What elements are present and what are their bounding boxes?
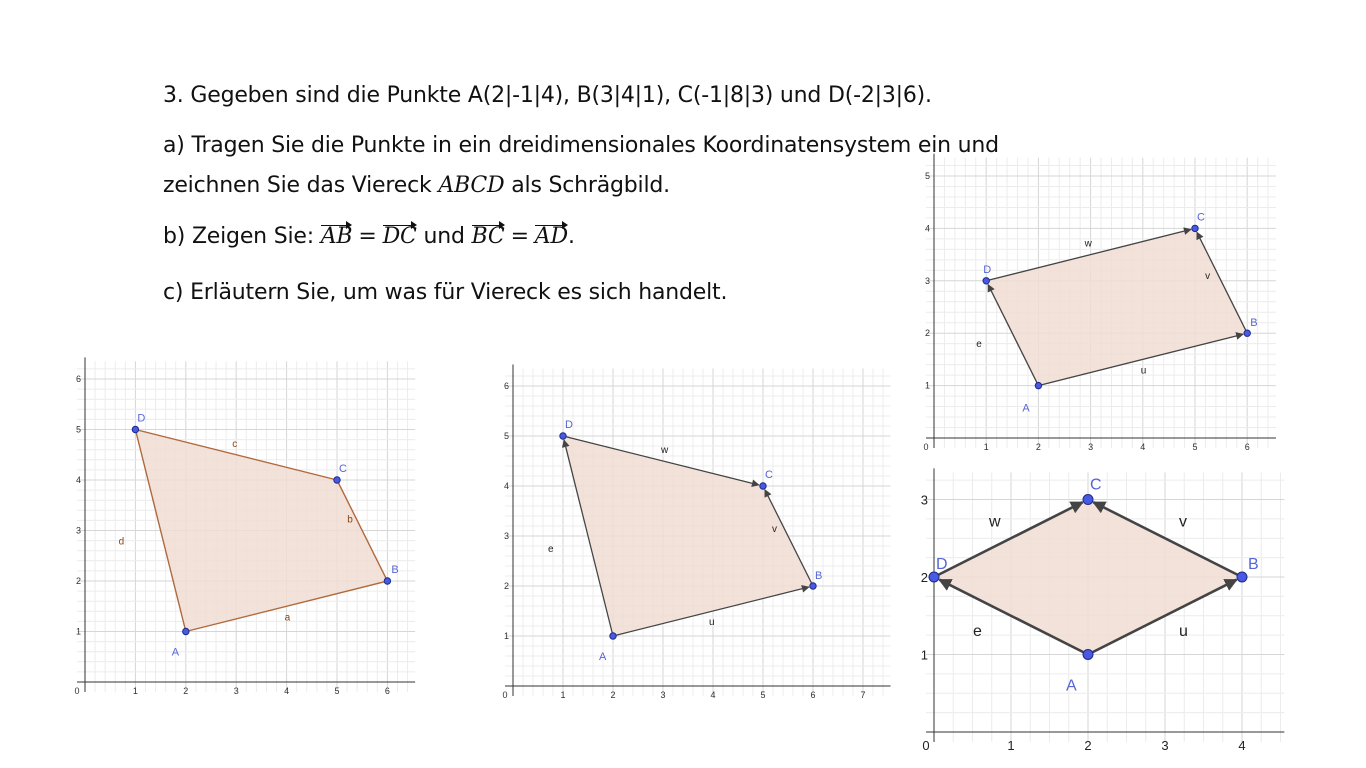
x-tick-label: 4 — [284, 686, 290, 696]
x-tick-label: 1 — [560, 690, 566, 700]
edge-label-e: e — [976, 339, 982, 351]
y-tick-label: 2 — [920, 570, 928, 585]
point-label-C: C — [1090, 476, 1102, 494]
y-tick-label: 5 — [75, 424, 81, 435]
y-tick-label: 6 — [75, 374, 81, 384]
y-tick-label: 6 — [503, 381, 509, 391]
point-D — [983, 278, 989, 284]
y-tick-label: 3 — [75, 525, 81, 536]
point-label-A: A — [171, 646, 180, 659]
point-label-C: C — [765, 469, 773, 481]
point-C — [760, 483, 766, 489]
y-tick-label: 2 — [503, 581, 509, 591]
point-label-C: C — [339, 463, 347, 475]
quadrilateral-fill — [986, 228, 1247, 385]
point-B — [384, 578, 390, 584]
vector-ab: AB — [320, 224, 353, 249]
edge-label-u: u — [1179, 622, 1188, 640]
point-A — [610, 633, 616, 639]
vector-ad: AD — [534, 224, 568, 249]
edge-label-e: e — [548, 544, 554, 555]
y-tick-label: 1 — [924, 380, 930, 391]
point-A — [183, 628, 189, 634]
point-label-B: B — [815, 570, 823, 582]
x-tick-label: 5 — [760, 690, 766, 700]
point-B — [1237, 572, 1247, 582]
point-A — [1035, 382, 1041, 388]
y-tick-label: 5 — [503, 431, 509, 441]
x-tick-label: 6 — [384, 686, 390, 696]
x-tick-label: 1 — [983, 442, 989, 452]
point-label-D: D — [936, 556, 948, 573]
x-tick-label: 2 — [1084, 738, 1092, 753]
edge-label-u: u — [1140, 365, 1147, 377]
point-A — [1083, 650, 1093, 660]
edge-label-v: v — [1205, 270, 1211, 282]
point-D — [929, 572, 939, 582]
task-title: 3. Gegeben sind die Punkte A(2|-1|4), B(3|4|1), C(-1|8|3) und D(-2|3|6). — [163, 83, 932, 108]
y-tick-label: 4 — [75, 475, 81, 485]
x-tick-label: 4 — [1238, 738, 1246, 753]
graph-rhombus — [912, 458, 1280, 753]
edge-label-w: w — [1084, 238, 1092, 250]
quad-name: ABCD — [438, 173, 505, 198]
point-C — [334, 477, 340, 483]
point-C — [1192, 225, 1198, 231]
vector-bc: BC — [471, 224, 505, 249]
x-tick-label: 1 — [1007, 738, 1015, 753]
y-tick-label: 2 — [75, 576, 81, 586]
x-tick-label: 3 — [1161, 738, 1169, 753]
x-tick-label: 5 — [1192, 442, 1198, 452]
point-label-A: A — [1022, 402, 1030, 415]
x-tick-label: 3 — [233, 686, 239, 696]
y-tick-label: 4 — [924, 223, 930, 234]
point-D — [560, 433, 566, 439]
y-tick-label: 2 — [924, 328, 930, 339]
graph-parallelogram — [918, 168, 1280, 454]
edge-label-v: v — [1179, 513, 1187, 531]
y-tick-label: 1 — [503, 631, 509, 641]
part-c-line: c) Erläutern Sie, um was für Viereck es sich handelt. — [163, 280, 728, 305]
x-tick-label: 4 — [710, 690, 716, 700]
point-label-B: B — [391, 564, 399, 576]
point-B — [1244, 330, 1250, 336]
vector-dc: DC — [382, 224, 417, 249]
y-tick-label: 1 — [920, 647, 928, 663]
x-tick-label: 2 — [610, 690, 616, 700]
x-tick-label: 3 — [1088, 442, 1094, 452]
edge-label-d: d — [118, 536, 125, 548]
edge-label-e: e — [973, 622, 982, 640]
x-tick-label: 7 — [860, 690, 866, 700]
edge-label-c: c — [232, 438, 238, 450]
point-label-D: D — [137, 412, 146, 425]
point-label-D: D — [565, 419, 573, 431]
part-a-line1: a) Tragen Sie die Punkte in ein dreidimensionales Koordinatensystem ein und — [163, 133, 999, 158]
point-label-C: C — [1197, 211, 1205, 224]
part-a-prefix: zeichnen Sie das Viereck — [163, 173, 432, 198]
point-C — [1083, 495, 1093, 505]
y-tick-label: 3 — [920, 492, 928, 508]
point-label-B: B — [1250, 317, 1258, 330]
y-tick-label: 4 — [503, 481, 509, 491]
x-tick-label: 3 — [660, 690, 666, 700]
edge-label-a: a — [284, 612, 291, 624]
edge-label-v: v — [772, 524, 777, 535]
x-tick-label: 0 — [923, 442, 929, 452]
part-b-and: und — [423, 224, 465, 249]
part-a-suffix: als Schrägbild. — [511, 173, 670, 198]
x-tick-label: 6 — [1244, 442, 1250, 452]
point-label-A: A — [1066, 677, 1077, 695]
part-b-period: . — [567, 224, 575, 249]
equals-sign-2: = — [510, 224, 529, 249]
point-label-A: A — [599, 651, 607, 663]
part-a-line2 — [163, 172, 670, 200]
x-tick-label: 0 — [922, 738, 930, 753]
x-tick-label: 6 — [810, 690, 816, 700]
y-tick-label: 3 — [503, 531, 509, 541]
x-tick-label: 1 — [132, 686, 138, 696]
part-b-prefix: b) Zeigen Sie: — [163, 224, 314, 249]
point-D — [132, 426, 138, 432]
edge-label-w: w — [989, 513, 1001, 531]
x-tick-label: 2 — [1035, 442, 1041, 452]
equals-sign-1: = — [358, 224, 377, 249]
point-label-D: D — [983, 263, 992, 276]
x-tick-label: 0 — [502, 690, 508, 700]
graph-quadrilateral-sides — [60, 360, 420, 700]
point-B — [810, 583, 816, 589]
point-label-B: B — [1248, 556, 1259, 573]
y-tick-label: 1 — [75, 626, 81, 637]
x-tick-label: 5 — [334, 686, 340, 696]
part-b-line — [163, 223, 575, 251]
graph-quadrilateral-vectors — [495, 368, 867, 698]
y-tick-label: 5 — [924, 171, 930, 181]
y-tick-label: 3 — [924, 275, 930, 286]
x-tick-label: 2 — [183, 686, 189, 696]
edge-label-u: u — [709, 617, 715, 628]
edge-label-b: b — [347, 514, 353, 526]
x-tick-label: 4 — [1140, 442, 1146, 452]
edge-label-w: w — [661, 445, 669, 456]
x-tick-label: 0 — [74, 686, 80, 696]
